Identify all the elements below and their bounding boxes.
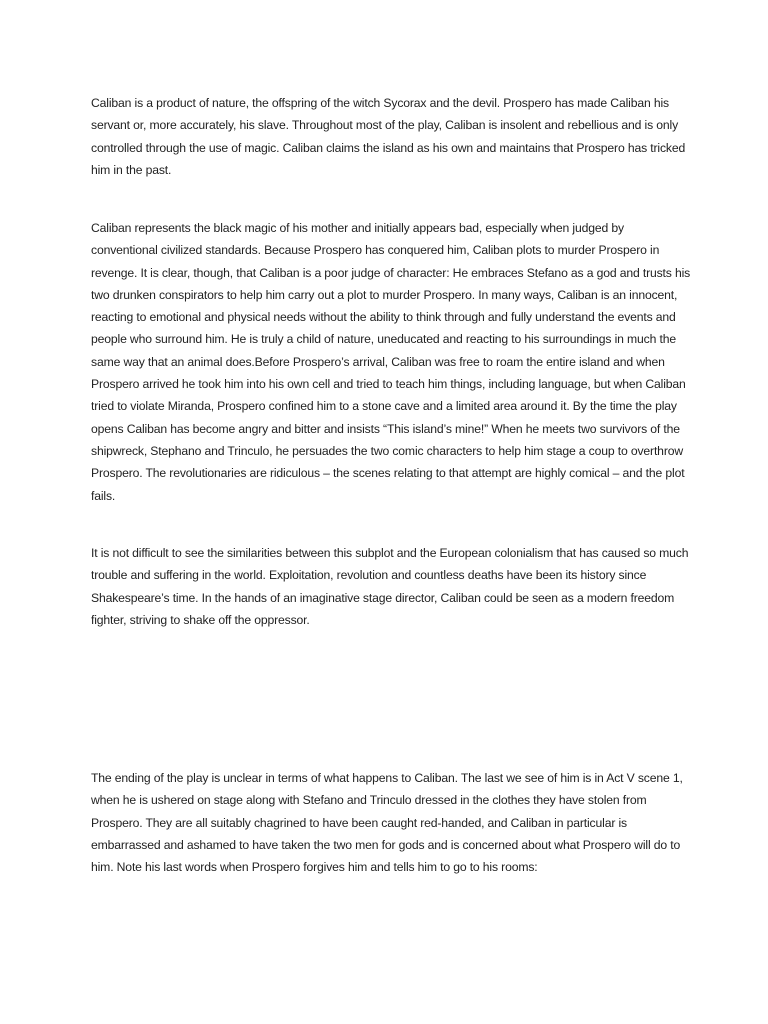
- paragraph-colonialism: It is not difficult to see the similarities between this subplot and the European colonialism that has caused so much trouble and suffering in the world. Exploitation, revolution and countless deaths have been its history since Shakespeare’s time. In the hands of an imaginative stage director, Caliban could be seen as a modern freedom fighter, striving to shake off the oppressor.: [91, 546, 689, 627]
- paragraph-ending: The ending of the play is unclear in terms of what happens to Caliban. The last we see of him is in Act V scene 1, when he is ushered on stage along with Stefano and Trinculo dressed in the clothes they have stolen from Prospero. They are all suitably chagrined to have been caught red-handed, and Caliban in particular is embarrassed and ashamed to have taken the two men for gods and is concerned about what Prospero will do to him. Note his last words when Prospero forgives him and tells him to go to his rooms:: [91, 771, 683, 875]
- paragraph-caliban-character: Caliban represents the black magic of his mother and initially appears bad, especially when judged by conventional civilized standards. Because Prospero has conquered him, Caliban plots to murder Prospero in revenge. It is clear, though, that Caliban is a poor judge of character: He embraces Stefano as a god and trusts his two drunken conspirators to help him carry out a plot to murder Prospero. In many ways, Caliban is an innocent, reacting to emotional and physical needs without the ability to think through and fully understand the events and people who surround him. He is truly a child of nature, uneducated and reacting to his surroundings in much the same way that an animal does.Before Prospero’s arrival, Caliban was free to roam the entire island and when Prospero arrived he took him into his own cell and tried to teach him things, including language, but when Caliban tried to violate Miranda, Prospero confined him to a stone cave and a limited area around it. By the time the play opens Caliban has become angry and bitter and insists “This island’s mine!” When he meets two survivors of the shipwreck, Stephano and Trinculo, he persuades the two comic characters to help him stage a coup to overthrow Prospero. The revolutionaries are ridiculous – the scenes relating to that attempt are highly comical – and the plot fails.: [91, 221, 691, 503]
- paragraph-caliban-origin: Caliban is a product of nature, the offspring of the witch Sycorax and the devil. Prospero has made Caliban his servant or, more accurately, his slave. Throughout most of the play, Caliban is insolent and rebellious and is only controlled through the use of magic. Caliban claims the island as his own and maintains that Prospero has tricked him in the past.: [91, 96, 686, 177]
